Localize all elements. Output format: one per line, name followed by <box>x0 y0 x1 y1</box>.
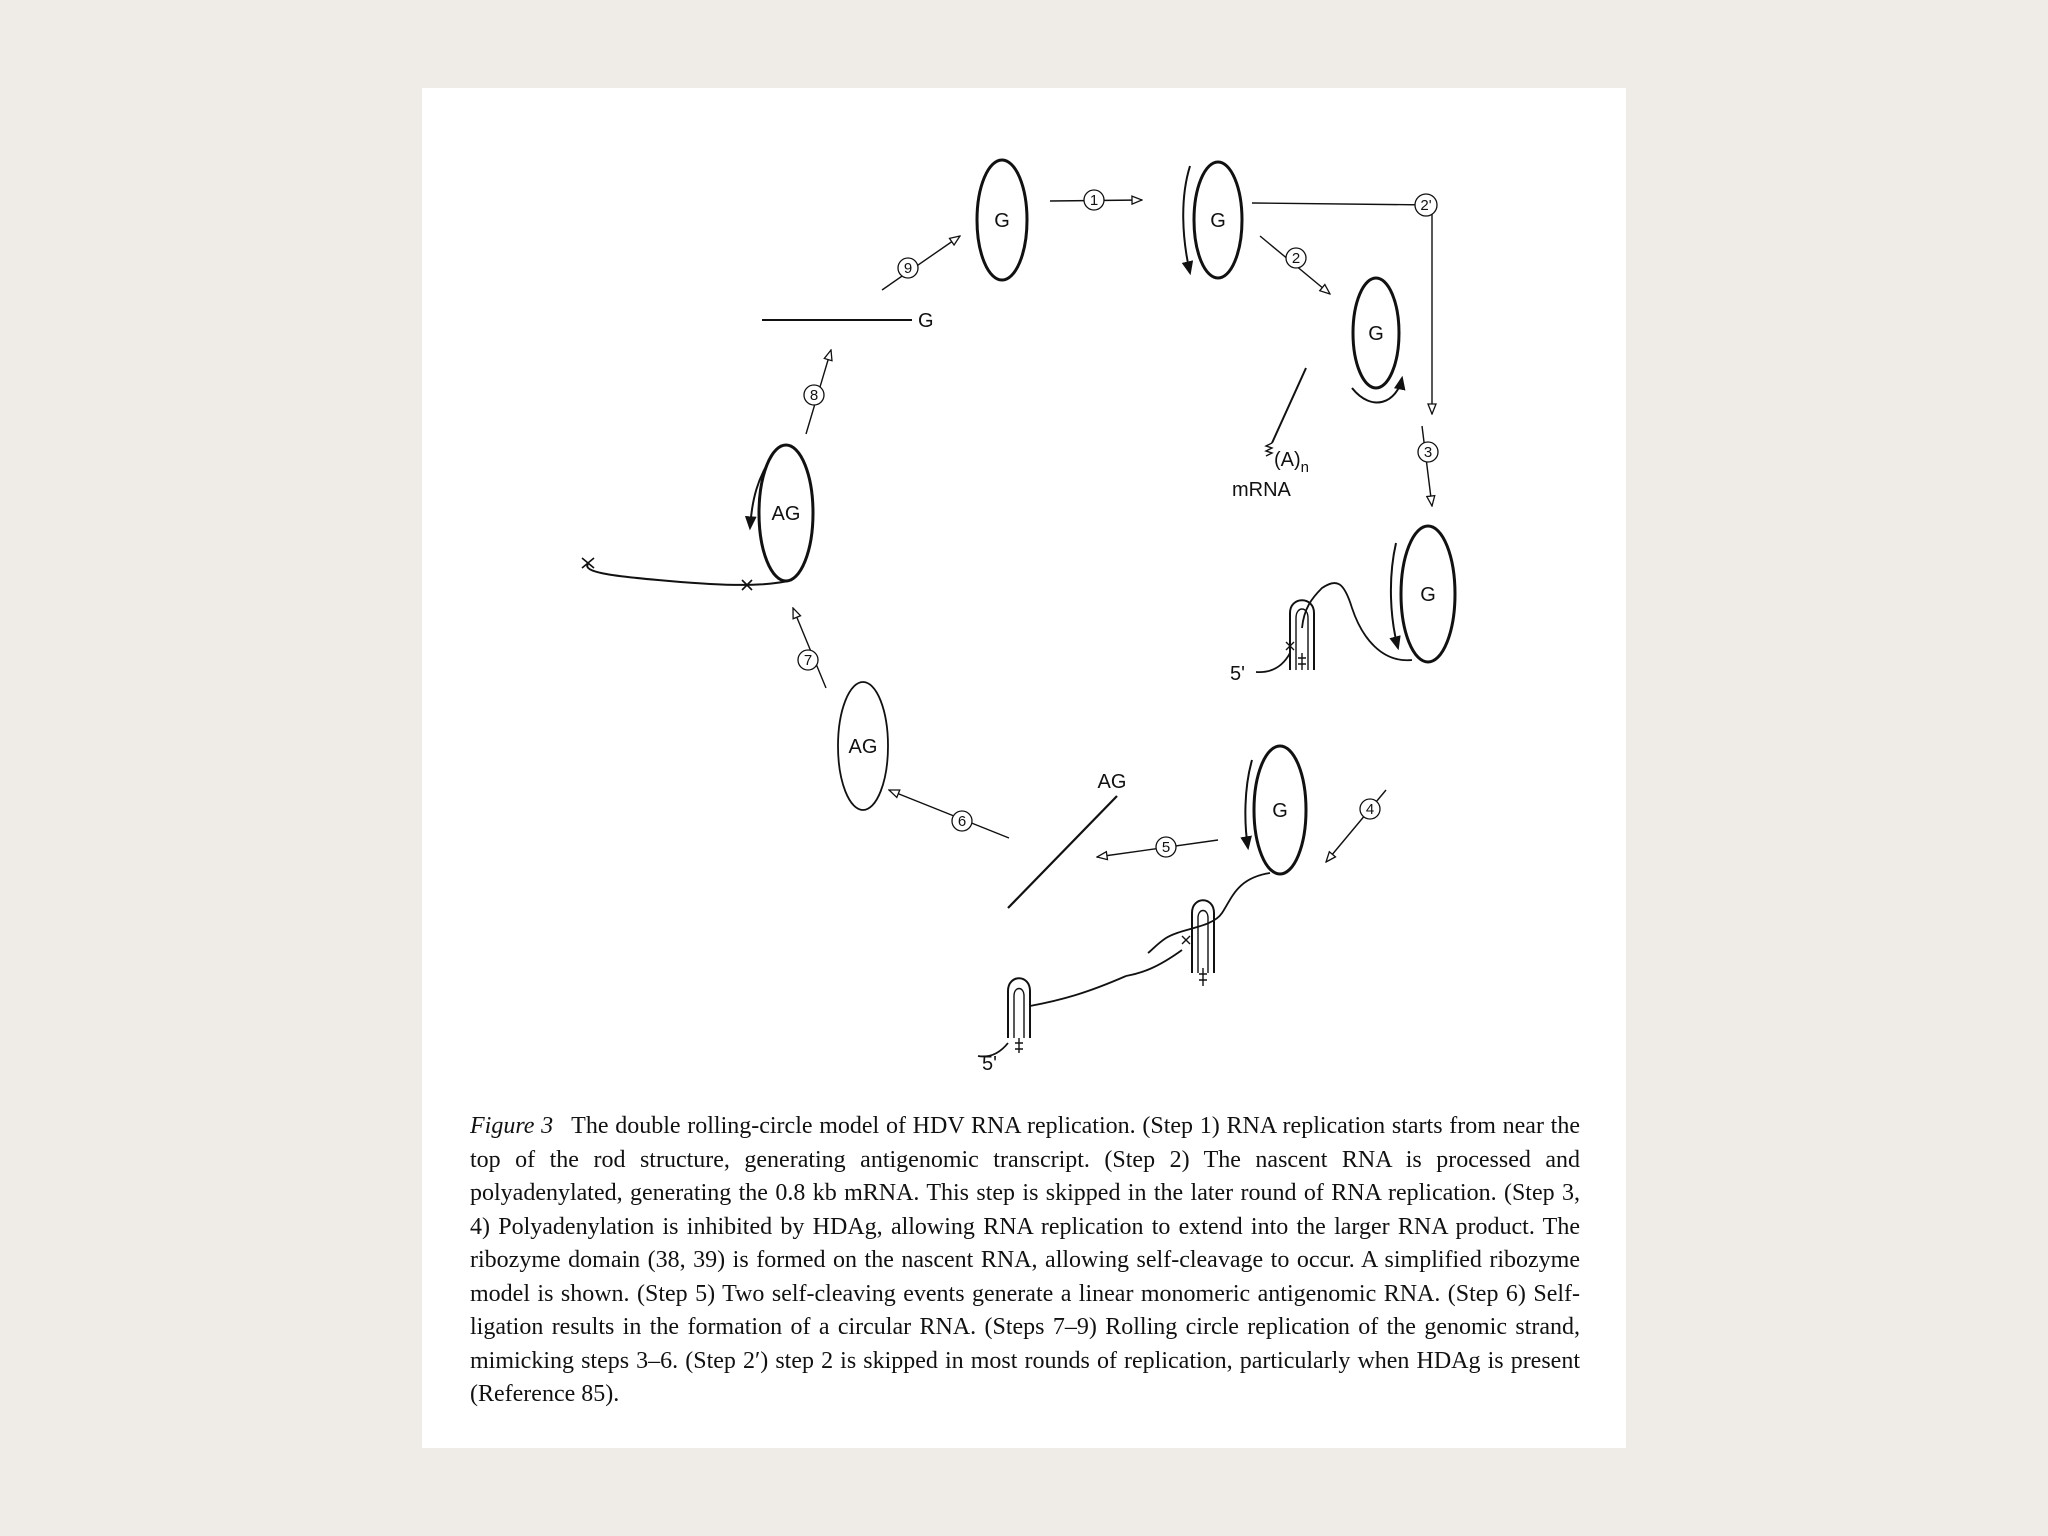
step-7-label: 7 <box>803 652 813 669</box>
step-9-arrow <box>882 236 960 290</box>
linear-antigenome <box>1008 771 1126 908</box>
mrna-transcript <box>1232 368 1309 501</box>
ribozyme-structure <box>1230 600 1314 685</box>
step-9-label: 9 <box>903 260 913 277</box>
figure-number: Figure 3 <box>470 1113 554 1139</box>
genome-label: G <box>1272 800 1288 822</box>
step-4-label: 4 <box>1365 801 1375 818</box>
ribozyme-structure <box>978 950 1182 1075</box>
step-2-prime-path <box>1252 194 1437 414</box>
step-1-label: 1 <box>1089 192 1099 209</box>
step-5-label: 5 <box>1161 839 1171 856</box>
hdv-replication-diagram <box>422 88 1626 1078</box>
step-7-arrow <box>793 608 826 688</box>
polya-label: $(A)_n$ <box>1274 449 1310 476</box>
step-4-arrow <box>1326 790 1386 862</box>
antigenome-label: AG <box>848 736 878 758</box>
genome-label: G <box>1420 584 1436 606</box>
figure-slide <box>422 88 1626 1448</box>
linear-genome <box>762 310 934 332</box>
step-1-arrow <box>1050 190 1142 210</box>
genome-label: G <box>994 210 1010 232</box>
ribozyme-structure <box>1182 900 1214 986</box>
figure-caption <box>470 1110 1580 1412</box>
caption-text: The double rolling-circle model of HDV RNA replication. (Step 1) RNA replication starts from near the top of the rod structure, generating antigenomic transcript. (Step 2) The nascent RNA is processed and polyadenylated, generating the 0.8 kb mRNA. This step is skipped in the later round of RNA replication. (Step 3, 4) Polyadenylation is inhibited by HDAg, allowing RNA replication to extend into the larger RNA product. The ribozyme domain (38, 39) is formed on the nascent RNA, allowing self-cleavage to occur. A simplified ribozyme model is shown. (Step 5) Two self-cleaving events generate a linear monomeric antigenomic RNA. (Step 6) Self-ligation results in the formation of a circular RNA. (Steps 7–9) Rolling circle replication of the genomic strand, mimicking steps 3–6. (Step 2′) step 2 is skipped in most rounds of replication, particularly when HDAg is present (Reference 85). <box>470 1113 1580 1407</box>
step-3-arrow <box>1418 426 1438 506</box>
step-5-arrow <box>1097 837 1218 857</box>
genome-label: G <box>918 310 934 332</box>
genome-rolling-circle <box>1302 526 1455 662</box>
antigenome-label: AG <box>1097 771 1127 793</box>
genome-label: G <box>1210 210 1226 232</box>
genome-circle-top <box>977 160 1027 280</box>
step-6-arrow <box>889 790 1009 838</box>
step-6-label: 6 <box>957 813 967 830</box>
genome-label: G <box>1368 323 1384 345</box>
five-prime-label: 5' <box>982 1053 997 1075</box>
five-prime-label: 5' <box>1230 663 1245 685</box>
antigenome-rolling-circle <box>582 445 813 590</box>
antigenome-circle <box>838 682 888 810</box>
step-2-arrow <box>1260 236 1330 294</box>
mrna-label: mRNA <box>1232 479 1291 501</box>
step-2-label: 2 <box>1291 250 1301 267</box>
step-3-label: 3 <box>1423 444 1433 461</box>
step-8-label: 8 <box>809 387 819 404</box>
step-2-prime-label: 2' <box>1420 197 1432 214</box>
antigenome-label: AG <box>771 503 801 525</box>
genome-circle-mrna <box>1352 278 1402 402</box>
step-8-arrow <box>804 350 831 434</box>
genome-circle-transcribing <box>1183 162 1242 278</box>
